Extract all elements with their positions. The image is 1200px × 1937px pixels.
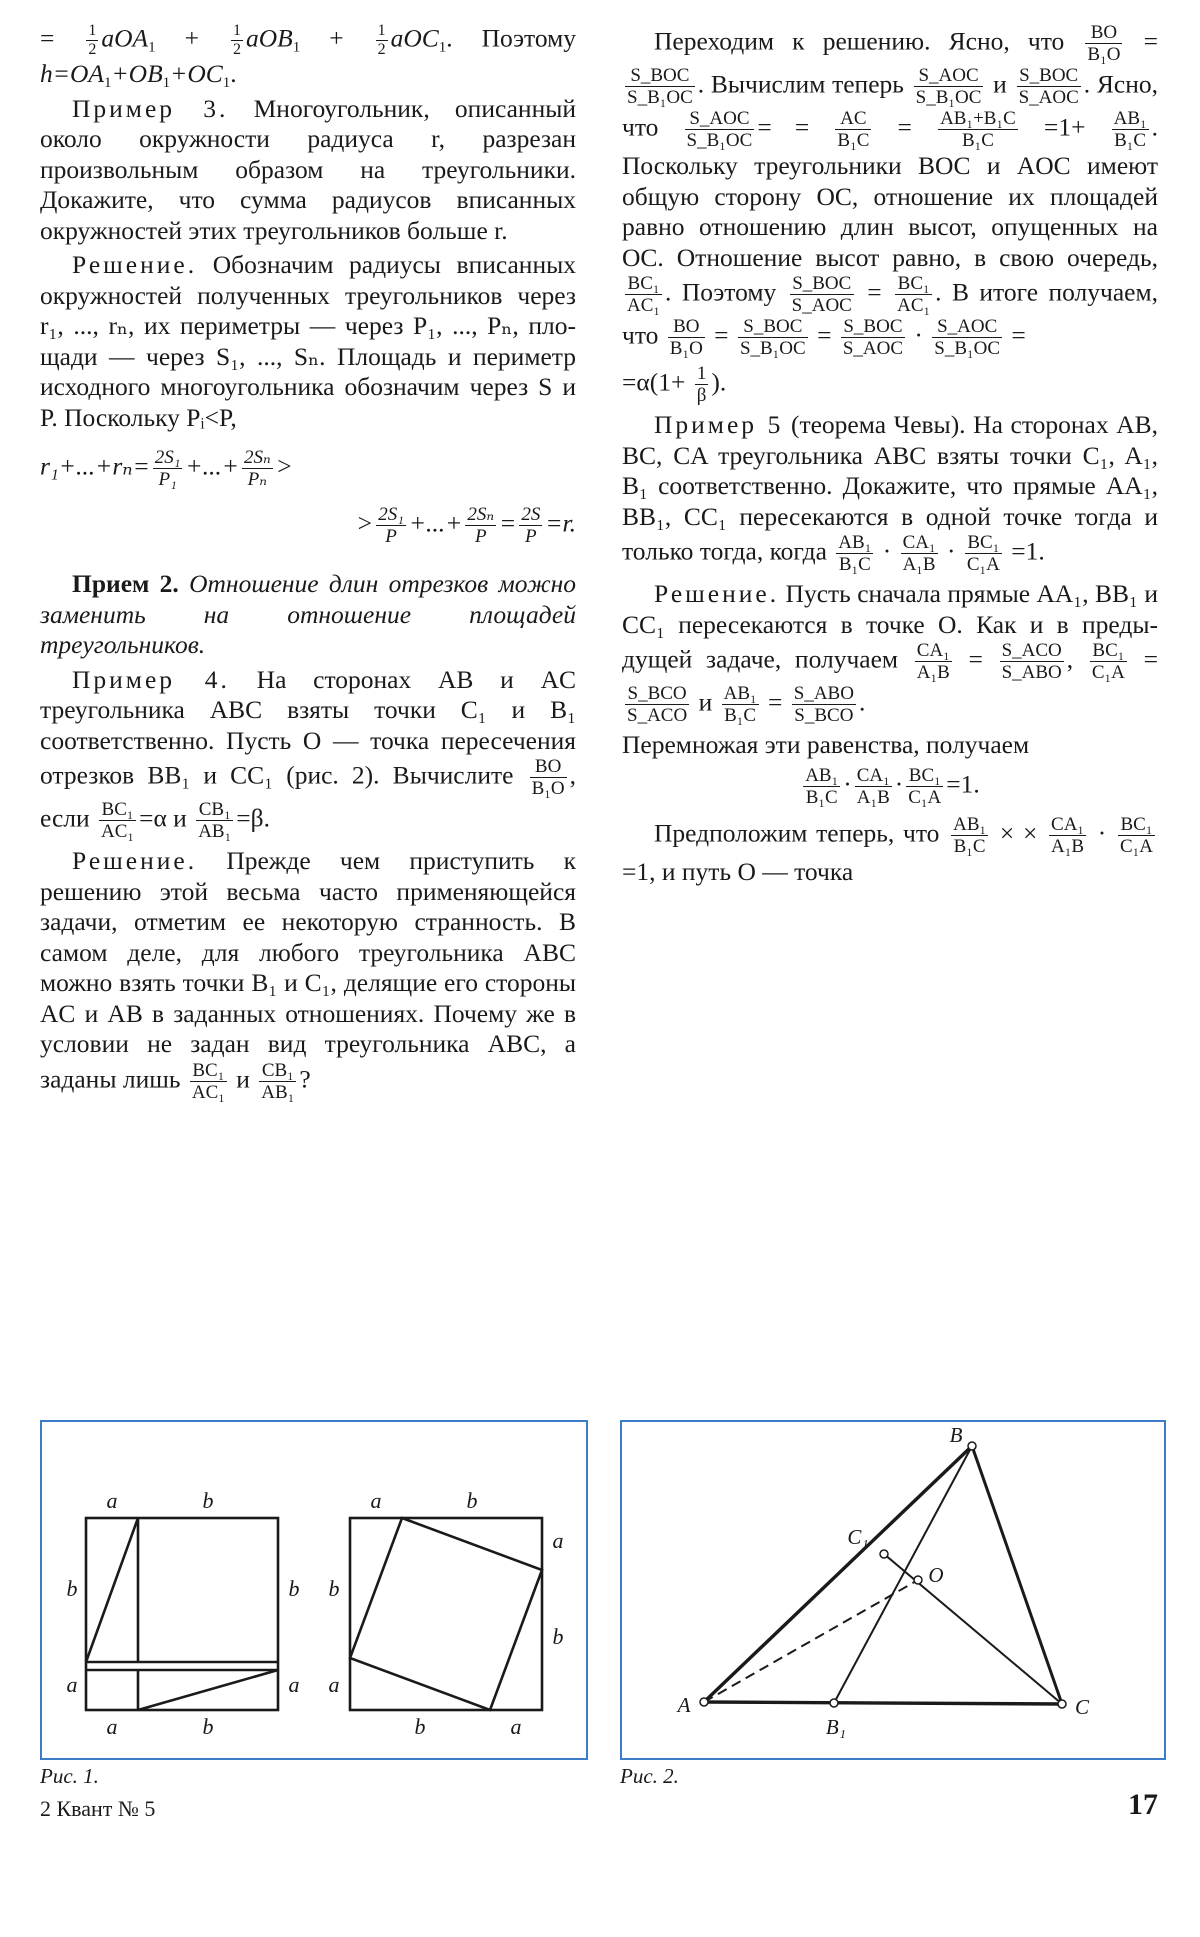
figure-2-caption: Рис. 2. bbox=[620, 1764, 679, 1788]
fig1-label: b bbox=[414, 1714, 426, 1739]
fig1-label: b bbox=[202, 1714, 214, 1739]
fig1-label: a bbox=[106, 1488, 118, 1513]
fig1-diagonal bbox=[86, 1518, 138, 1662]
paragraph-intro: = $\frac{1}{2}$ aOA$_1$ + $\frac{1}{2}$ aOB$_1$ + $\frac{1}{2}$ aOC$_1$. Поэтому $h=OA_1+OB_1+OC_1$. bbox=[40, 22, 576, 91]
technique-2: Прием 2. Отношение длин отрезков можно заменить на отношение площадей треугольников. bbox=[40, 569, 576, 659]
figure-1-caption: Рис. 1. bbox=[40, 1764, 99, 1788]
fig1-label: a bbox=[552, 1528, 564, 1553]
footer-issue: 2 Квант № 5 bbox=[40, 1796, 156, 1821]
fig2-point-c1 bbox=[880, 1550, 888, 1558]
fig2-label-b1: B₁ bbox=[825, 1715, 847, 1739]
multiply-formula: $\frac{\text{AB₁}}{\text{B₁C}}$ · $\frac{\text{CA₁}}{\text{A₁B}}$ · $\frac{\text{BC₁}}{\text{C₁A}}$ =1. bbox=[805, 764, 980, 808]
fig2-point-a bbox=[700, 1698, 708, 1706]
formula-radii-bound: > $\frac{\text{2S₁}}{P}$ +...+ $\frac{\text{2Sₙ}}{P}$ = $\frac{2S}{P}$ =r. bbox=[356, 504, 576, 547]
fig1-label: b bbox=[202, 1488, 214, 1513]
fig2-cevian-bb1 bbox=[834, 1446, 972, 1703]
fig1-label: a bbox=[328, 1672, 340, 1697]
fig2-label-b: B bbox=[949, 1423, 963, 1447]
fig2-label-c1: C₁ bbox=[847, 1525, 869, 1549]
fig1-label: b bbox=[466, 1488, 478, 1513]
fig2-label-c: C bbox=[1074, 1695, 1090, 1719]
example-4: Пример 4. На сторонах AB и AC треугольника ABC взяты точки C₁ и B₁ соответственно. Пусть O — точка пересечения отрезков BB₁ и CC₁ (рис. 2). Вычислите $\frac{BO}{\text{B₁O}}$ , если $\frac{\text{BC₁}}{\text{AC₁}}$ =α и $\frac{\text{CB₁}}{\text{AB₁}}$ =β. bbox=[40, 664, 576, 842]
example-3: Пример 3. Многоугольник, описанный около окружности радиуса r, разрезан произвольным образом на треугольники. Докажите, что сумма радиусов вписанных окружностей этих треугольников больше r. bbox=[40, 93, 576, 245]
figure-2-diagram bbox=[622, 1422, 1164, 1758]
fig1-square-2 bbox=[350, 1518, 542, 1710]
figure-1-diagram bbox=[42, 1422, 586, 1758]
fig2-side-ac bbox=[704, 1702, 1062, 1704]
fig2-point-c bbox=[1058, 1700, 1066, 1708]
fig2-label-o: O bbox=[928, 1563, 944, 1587]
right-column bbox=[622, 22, 1158, 891]
fig2-point-o bbox=[914, 1576, 922, 1584]
page-number: 17 bbox=[1128, 1788, 1158, 1821]
figure-1 bbox=[40, 1420, 588, 1760]
solution-4-continued: Переходим к решению. Ясно, что $\frac{BO}{\text{B₁O}}$ = $\frac{\text{S\_BOC}}{\text{S\_B₁OC}}$ . Вычислим теперь $\frac{\text{S\_AOC}}{\text{S\_B₁OC}}$ и $\frac{\text{S\_BOC}}{\text{S\_AOC}}$ . Ясно, что $\frac{\text{S\_AOC}}{\text{S\_B₁OC}}$ = = $\frac{AC}{\text{B₁C}}$ = $\frac{\text{AB₁+B₁C}}{\text{B₁C}}$ =1+ $\frac{\text{AB₁}}{\text{B₁C}}$ . Поскольку треугольники BOC и AOC имеют общую сторону OC, отношение их площадей равно отношению длин высот, опущенных на OC. Отношение высот равно, в свою очередь, $\frac{\text{BC₁}}{\text{AC₁}}$ . Поэтому $\frac{\text{S\_BOC}}{\text{S\_AOC}}$ = $\frac{\text{BC₁}}{\text{AC₁}}$ . В итоге получаем, что $\frac{BO}{\text{B₁O}}$ = $\frac{\text{S\_BOC}}{\text{S\_B₁OC}}$ = $\frac{\text{S\_BOC}}{\text{S\_AOC}}$ · $\frac{\text{S\_AOC}}{\text{S\_B₁OC}}$ = bbox=[622, 22, 1159, 359]
fig2-point-b1 bbox=[830, 1699, 838, 1707]
formula-radii-sum: r₁+...+rₙ= $\frac{\text{2S₁}}{\text{P₁}}$ +...+ $\frac{\text{2Sₙ}}{\text{Pₙ}}$ > bbox=[40, 447, 293, 490]
solution-3: Решение. Обозначим радиусы вписанных окружностей полученных треугольников через r₁, ..., rₙ, их периметры — через P₁, ..., Pₙ, площади — через S₁, ..., Sₙ. Площадь и периметр исходного многоугольника обозначим через S и P. Поскольку Pᵢ<P, bbox=[40, 250, 576, 432]
fig2-label-a: A bbox=[677, 1693, 691, 1717]
solution-4: Решение. Прежде чем приступить к решению этой весьма часто применяющейся задачи, отметим ее некоторую странность. В самом деле, для любого треугольника ABC можно взять точки B₁ и C₁, делящие его стороны AC и AB в заданных отношениях. Почему же в условии не задан вид треугольника ABC, а заданы лишь $\frac{\text{BC₁}}{\text{AC₁}}$ и $\frac{\text{CB₁}}{\text{AB₁}}$ ? bbox=[40, 846, 576, 1103]
fig1-label: b bbox=[66, 1576, 78, 1601]
fig1-label: a bbox=[106, 1714, 118, 1739]
fig1-label: b bbox=[288, 1576, 300, 1601]
fig1-inner-square bbox=[350, 1518, 542, 1710]
fig1-diagonal bbox=[138, 1670, 278, 1710]
multiply-line: Перемножая эти равенства, получаем bbox=[622, 730, 1030, 759]
result-formula: =α(1+ $\frac{1}{\beta}$ ). bbox=[622, 363, 727, 406]
fig1-label: a bbox=[510, 1714, 522, 1739]
left-column bbox=[40, 22, 576, 1107]
fig1-label: a bbox=[66, 1672, 78, 1697]
example-5: Пример 5 (теорема Чевы). На сторонах AB, BC, CA треугольника ABC взяты точки C₁, A₁, B₁ соответственно. Докажите, что прямые AA₁, BB₁, CC₁ пересекаются в одной точке тогда и только тогда, когда $\frac{\text{AB₁}}{\text{B₁C}}$ · $\frac{\text{CA₁}}{\text{A₁B}}$ · $\frac{\text{BC₁}}{\text{C₁A}}$ =1. bbox=[622, 410, 1158, 575]
fig1-square-1 bbox=[86, 1518, 278, 1710]
figure-2 bbox=[620, 1420, 1166, 1760]
solution-5: Решение. Пусть сначала прямые AA₁, BB₁ и CC₁ пересекаются в точке O. Как и в предыдущей задаче, получаем $\frac{\text{CA₁}}{\text{A₁B}}$ = $\frac{\text{S\_ACO}}{\text{S\_ABO}}$ , $\frac{\text{BC₁}}{\text{C₁A}}$ = $\frac{\text{S\_BCO}}{\text{S\_ACO}}$ и $\frac{\text{AB₁}}{\text{B₁C}}$ = $\frac{\text{S\_ABO}}{\text{S\_BCO}}$ . bbox=[622, 579, 1158, 726]
fig2-point-b bbox=[968, 1442, 976, 1450]
fig1-label: a bbox=[370, 1488, 382, 1513]
fig1-label: b bbox=[328, 1576, 340, 1601]
suppose-paragraph: Предположим теперь, что $\frac{\text{AB₁}}{\text{B₁C}}$ × × $\frac{\text{CA₁}}{\text{A₁B}}$ · $\frac{\text{BC₁}}{\text{C₁A}}$ =1, и путь O — точка bbox=[622, 813, 1153, 886]
fig1-label: a bbox=[288, 1672, 300, 1697]
fig1-label: b bbox=[552, 1624, 564, 1649]
